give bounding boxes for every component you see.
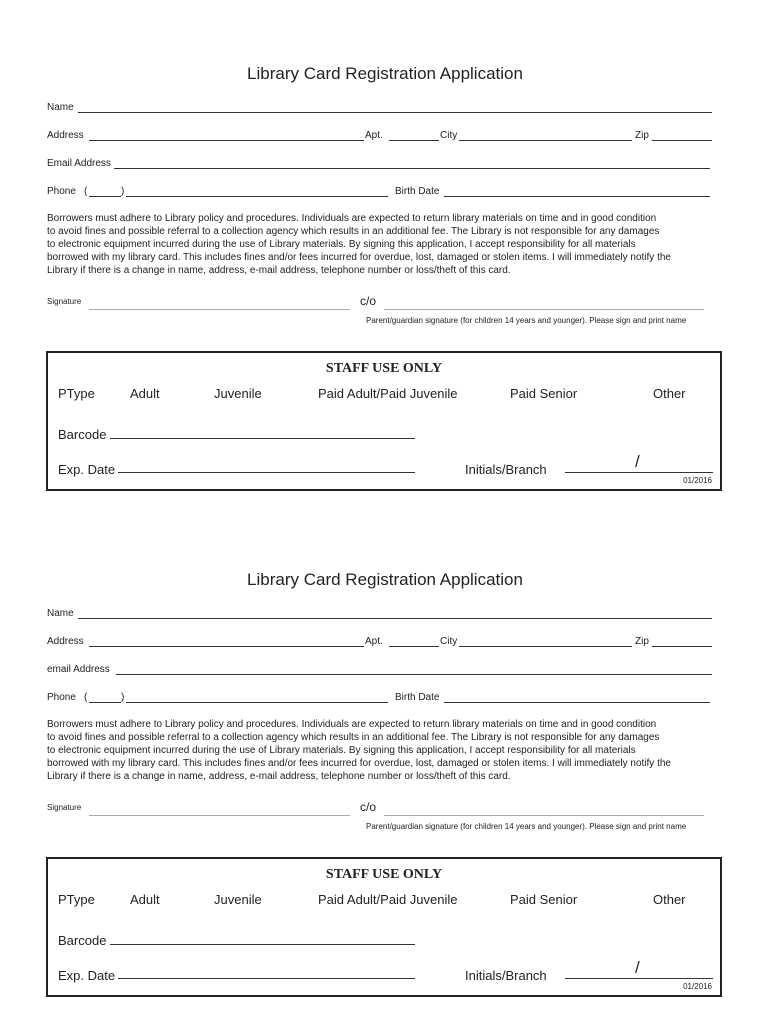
zip-label: Zip — [635, 130, 649, 141]
barcode-field[interactable] — [110, 438, 415, 439]
initials-branch-field[interactable] — [565, 472, 713, 473]
zip-field[interactable] — [652, 646, 712, 647]
policy-text — [47, 212, 727, 277]
guardian-signature-field[interactable] — [384, 309, 704, 310]
address-label: Address — [47, 130, 84, 141]
policy-line: to avoid fines and possible referral to a collection agency which results in an additional fee. The Library is not responsible for any damages — [47, 732, 660, 743]
email-label: Email Address — [47, 158, 111, 169]
phone-label: Phone — [47, 186, 76, 197]
policy-line: to avoid fines and possible referral to a collection agency which results in an additional fee. The Library is not responsible for any damages — [47, 226, 660, 237]
co-label: c/o — [360, 294, 377, 308]
policy-line: borrowed with my library card. This includes fines and/or fees incurred for overdue, lost, damaged or stolen items. I will immediately notify the — [47, 252, 671, 263]
apt-field[interactable] — [389, 140, 439, 141]
policy-text — [47, 718, 727, 783]
exp-date-field[interactable] — [118, 472, 415, 473]
ptype-label: PType — [58, 892, 95, 907]
exp-date-label: Exp. Date — [58, 968, 116, 983]
registration-form-1 — [0, 0, 770, 506]
birth-date-field[interactable] — [444, 702, 710, 703]
policy-line: borrowed with my library card. This includes fines and/or fees incurred for overdue, lost, damaged or stolen items. I will immediately notify the — [47, 758, 671, 769]
policy-line: Borrowers must adhere to Library policy and procedures. Individuals are expected to return library materials on time and in good condition — [47, 719, 657, 730]
zip-field[interactable] — [652, 140, 712, 141]
form-title: Library Card Registration Application — [247, 64, 523, 83]
exp-date-field[interactable] — [118, 978, 415, 979]
barcode-label: Barcode — [58, 933, 107, 948]
phone-paren-open: ( — [84, 186, 88, 197]
ptype-other[interactable]: Other — [653, 386, 686, 401]
city-field[interactable] — [459, 140, 632, 141]
initials-branch-separator: / — [635, 452, 640, 471]
ptype-label: PType — [58, 386, 95, 401]
ptype-juvenile[interactable]: Juvenile — [214, 892, 262, 907]
policy-line: to electronic equipment incurred during the use of Library materials. By signing this application, I accept responsibility for all materials — [47, 239, 636, 250]
policy-line: Library if there is a change in name, address, e-mail address, telephone number or loss/theft of this card. — [47, 771, 511, 782]
birth-date-field[interactable] — [444, 196, 710, 197]
guardian-signature-field[interactable] — [384, 815, 704, 816]
ptype-paid-senior[interactable]: Paid Senior — [510, 892, 578, 907]
revision-date: 01/2016 — [683, 476, 712, 485]
barcode-field[interactable] — [110, 944, 415, 945]
staff-use-box — [46, 351, 722, 491]
policy-line: Borrowers must adhere to Library policy and procedures. Individuals are expected to return library materials on time and in good condition — [47, 213, 657, 224]
phone-paren-close: ) — [121, 692, 125, 703]
phone-paren-close: ) — [121, 186, 125, 197]
ptype-paid-adult-juvenile[interactable]: Paid Adult/Paid Juvenile — [318, 892, 458, 907]
city-label: City — [440, 636, 458, 647]
email-field[interactable] — [114, 168, 710, 169]
registration-form-2 — [0, 506, 770, 1012]
city-label: City — [440, 130, 458, 141]
phone-paren-open: ( — [84, 692, 88, 703]
form-title: Library Card Registration Application — [247, 570, 523, 589]
city-field[interactable] — [459, 646, 632, 647]
ptype-other[interactable]: Other — [653, 892, 686, 907]
ptype-paid-senior[interactable]: Paid Senior — [510, 386, 578, 401]
phone-label: Phone — [47, 692, 76, 703]
name-label: Name — [47, 608, 74, 619]
staff-title: STAFF USE ONLY — [325, 867, 443, 882]
birth-date-label: Birth Date — [395, 692, 440, 703]
initials-branch-field[interactable] — [565, 978, 713, 979]
phone-area-code-field[interactable] — [89, 196, 121, 197]
policy-line: to electronic equipment incurred during the use of Library materials. By signing this application, I accept responsibility for all materials — [47, 745, 636, 756]
address-field[interactable] — [89, 646, 364, 647]
birth-date-label: Birth Date — [395, 186, 440, 197]
signature-label: Signature — [47, 297, 82, 306]
co-label: c/o — [360, 800, 377, 814]
initials-branch-label: Initials/Branch — [465, 968, 547, 983]
ptype-paid-adult-juvenile[interactable]: Paid Adult/Paid Juvenile — [318, 386, 458, 401]
name-field[interactable] — [78, 112, 712, 113]
apt-label: Apt. — [365, 636, 383, 647]
guardian-note: Parent/guardian signature (for children 14 years and younger). Please sign and print name — [366, 316, 687, 325]
name-label: Name — [47, 102, 74, 113]
address-label: Address — [47, 636, 84, 647]
revision-date: 01/2016 — [683, 982, 712, 991]
guardian-note: Parent/guardian signature (for children 14 years and younger). Please sign and print name — [366, 822, 687, 831]
initials-branch-label: Initials/Branch — [465, 462, 547, 477]
signature-field[interactable] — [89, 309, 350, 310]
staff-title: STAFF USE ONLY — [325, 361, 443, 376]
staff-use-box — [46, 857, 722, 997]
phone-area-code-field[interactable] — [89, 702, 121, 703]
name-field[interactable] — [78, 618, 712, 619]
initials-branch-separator: / — [635, 958, 640, 977]
email-field[interactable] — [116, 674, 712, 675]
apt-label: Apt. — [365, 130, 383, 141]
barcode-label: Barcode — [58, 427, 107, 442]
signature-label: Signature — [47, 803, 82, 812]
ptype-adult[interactable]: Adult — [130, 892, 160, 907]
email-label: email Address — [47, 664, 110, 675]
exp-date-label: Exp. Date — [58, 462, 116, 477]
ptype-juvenile[interactable]: Juvenile — [214, 386, 262, 401]
phone-field[interactable] — [126, 702, 388, 703]
ptype-adult[interactable]: Adult — [130, 386, 160, 401]
apt-field[interactable] — [389, 646, 439, 647]
policy-line: Library if there is a change in name, address, e-mail address, telephone number or loss/theft of this card. — [47, 265, 511, 276]
address-field[interactable] — [89, 140, 364, 141]
zip-label: Zip — [635, 636, 649, 647]
phone-field[interactable] — [126, 196, 388, 197]
signature-field[interactable] — [89, 815, 350, 816]
